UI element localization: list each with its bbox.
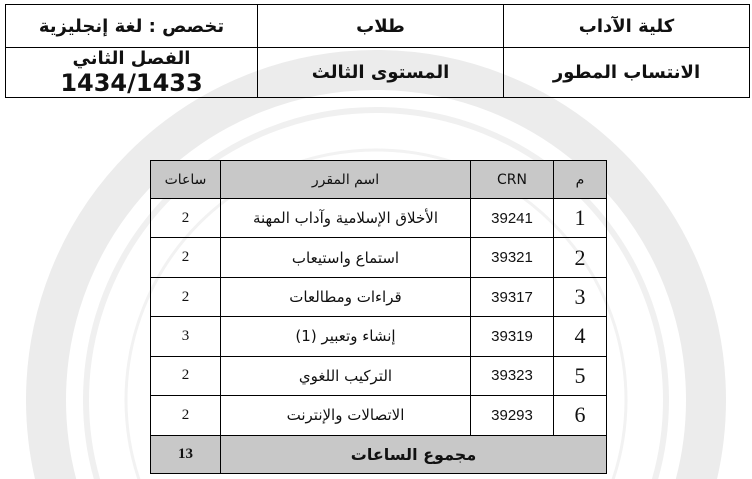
row-course-name: التركيب اللغوي: [221, 356, 471, 395]
semester-year: 1434/1433: [60, 69, 203, 97]
row-course-name: قراءات ومطالعات: [221, 277, 471, 316]
row-hours: 2: [151, 356, 221, 395]
course-table: [150, 160, 607, 474]
header-info-table: [5, 4, 750, 98]
total-row: [151, 435, 607, 473]
total-hours-value: 13: [151, 435, 221, 473]
course-table-header: [151, 161, 607, 199]
row-crn: 39319: [471, 317, 554, 356]
semester-label: الفصل الثاني: [72, 48, 191, 69]
row-hours: 2: [151, 277, 221, 316]
college-cell: كلية الآداب: [504, 5, 750, 48]
column-header-crn: CRN: [471, 161, 554, 199]
semester-cell: [6, 48, 258, 98]
row-course-name: إنشاء وتعبير (1): [221, 317, 471, 356]
row-crn: 39241: [471, 199, 554, 238]
row-index: 3: [554, 277, 607, 316]
row-hours: 2: [151, 396, 221, 435]
row-index: 2: [554, 238, 607, 277]
table-row: [151, 277, 607, 316]
column-header-hours: ساعات: [151, 161, 221, 199]
table-row: [151, 396, 607, 435]
row-index: 1: [554, 199, 607, 238]
row-crn: 39317: [471, 277, 554, 316]
row-hours: 2: [151, 199, 221, 238]
row-crn: 39321: [471, 238, 554, 277]
row-hours: 3: [151, 317, 221, 356]
level-cell: المستوى الثالث: [258, 48, 504, 98]
row-index: 4: [554, 317, 607, 356]
students-cell: طلاب: [258, 5, 504, 48]
row-course-name: الأخلاق الإسلامية وآداب المهنة: [221, 199, 471, 238]
row-hours: 2: [151, 238, 221, 277]
program-cell: الانتساب المطور: [504, 48, 750, 98]
column-header-index: م: [554, 161, 607, 199]
row-course-name: الاتصالات والإنترنت: [221, 396, 471, 435]
specialization-cell: تخصص : لغة إنجليزية: [6, 5, 258, 48]
table-row: [151, 356, 607, 395]
table-row: [151, 199, 607, 238]
row-crn: 39293: [471, 396, 554, 435]
table-row: [151, 317, 607, 356]
row-crn: 39323: [471, 356, 554, 395]
row-course-name: استماع واستيعاب: [221, 238, 471, 277]
table-row: [151, 238, 607, 277]
total-hours-label: مجموع الساعات: [221, 435, 607, 473]
row-index: 6: [554, 396, 607, 435]
row-index: 5: [554, 356, 607, 395]
column-header-course-name: اسم المقرر: [221, 161, 471, 199]
